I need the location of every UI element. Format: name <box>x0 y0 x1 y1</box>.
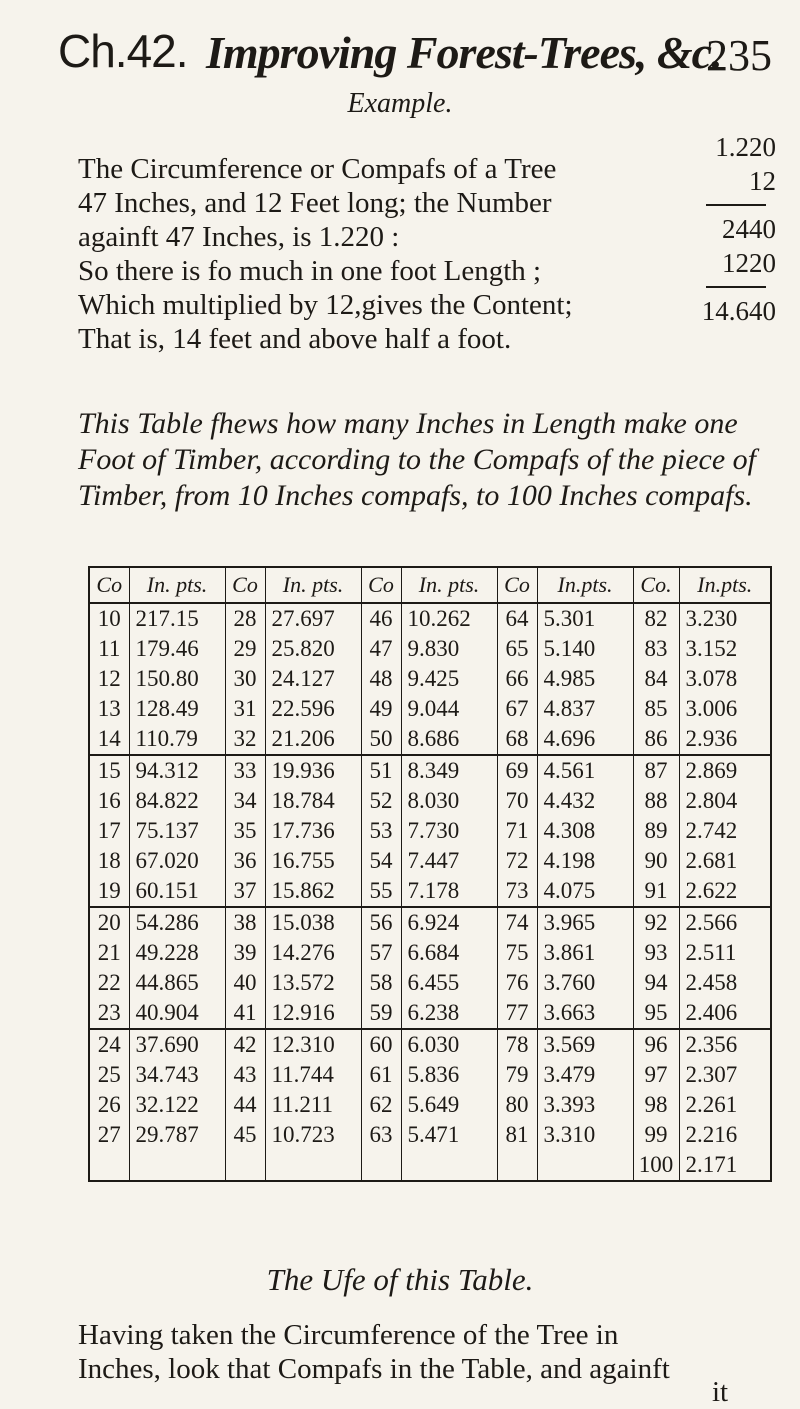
body-text <box>78 1318 778 1386</box>
inches-cell: 22.596 <box>265 694 361 724</box>
inches-cell: 21.206 <box>265 724 361 755</box>
compass-cell: 32 <box>225 724 265 755</box>
inches-cell: 6.455 <box>401 968 497 998</box>
column-header: In. pts. <box>401 567 497 603</box>
inches-cell: 4.432 <box>537 786 633 816</box>
compass-cell: 88 <box>633 786 679 816</box>
inches-cell: 15.862 <box>265 876 361 907</box>
compass-cell: 38 <box>225 907 265 938</box>
table-row <box>89 1150 771 1181</box>
compass-cell: 97 <box>633 1060 679 1090</box>
column-header: In.pts. <box>679 567 771 603</box>
compass-cell: 19 <box>89 876 129 907</box>
compass-cell: 54 <box>361 846 401 876</box>
timber-table-wrap <box>88 566 770 1182</box>
inches-cell: 3.006 <box>679 694 771 724</box>
table-row <box>89 664 771 694</box>
table-header-row <box>89 567 771 603</box>
inches-cell: 3.965 <box>537 907 633 938</box>
compass-cell: 89 <box>633 816 679 846</box>
inches-cell: 37.690 <box>129 1029 225 1060</box>
compass-cell <box>361 1150 401 1181</box>
compass-cell <box>225 1150 265 1181</box>
compass-cell: 44 <box>225 1090 265 1120</box>
compass-cell: 50 <box>361 724 401 755</box>
table-row <box>89 968 771 998</box>
compass-cell: 14 <box>89 724 129 755</box>
compass-cell: 17 <box>89 816 129 846</box>
inches-cell: 179.46 <box>129 634 225 664</box>
compass-cell: 27 <box>89 1120 129 1150</box>
table-row <box>89 1120 771 1150</box>
compass-cell: 16 <box>89 786 129 816</box>
example-text <box>78 152 658 356</box>
compass-cell: 94 <box>633 968 679 998</box>
inches-cell: 2.742 <box>679 816 771 846</box>
inches-cell: 27.697 <box>265 603 361 634</box>
table-row <box>89 694 771 724</box>
example-line: That is, 14 feet and above half a foot. <box>78 323 512 355</box>
inches-cell: 19.936 <box>265 755 361 786</box>
compass-cell: 73 <box>497 876 537 907</box>
table-row <box>89 938 771 968</box>
inches-cell: 2.356 <box>679 1029 771 1060</box>
compass-cell: 36 <box>225 846 265 876</box>
inches-cell: 7.178 <box>401 876 497 907</box>
multiplier: 12 <box>749 166 776 196</box>
compass-cell: 81 <box>497 1120 537 1150</box>
compass-cell: 87 <box>633 755 679 786</box>
compass-cell: 69 <box>497 755 537 786</box>
compass-cell: 52 <box>361 786 401 816</box>
example-line: 47 Inches, and 12 Feet long; the Number <box>78 187 552 219</box>
inches-cell: 5.649 <box>401 1090 497 1120</box>
body-line: Inches, look that Compafs in the Table, and againft <box>78 1353 670 1385</box>
compass-cell: 98 <box>633 1090 679 1120</box>
inches-cell: 3.310 <box>537 1120 633 1150</box>
compass-cell: 82 <box>633 603 679 634</box>
multiplicand: 1.220 <box>715 132 776 162</box>
inches-cell: 8.686 <box>401 724 497 755</box>
compass-cell: 48 <box>361 664 401 694</box>
compass-cell: 34 <box>225 786 265 816</box>
inches-cell: 14.276 <box>265 938 361 968</box>
column-header: Co <box>497 567 537 603</box>
inches-cell: 67.020 <box>129 846 225 876</box>
inches-cell: 9.830 <box>401 634 497 664</box>
compass-cell: 24 <box>89 1029 129 1060</box>
calc-rule <box>706 286 766 288</box>
inches-cell: 3.760 <box>537 968 633 998</box>
compass-cell: 35 <box>225 816 265 846</box>
inches-cell: 2.936 <box>679 724 771 755</box>
compass-cell: 41 <box>225 998 265 1029</box>
compass-cell: 80 <box>497 1090 537 1120</box>
compass-cell: 15 <box>89 755 129 786</box>
inches-cell: 6.924 <box>401 907 497 938</box>
inches-cell: 4.198 <box>537 846 633 876</box>
inches-cell: 4.837 <box>537 694 633 724</box>
compass-cell: 67 <box>497 694 537 724</box>
inches-cell: 44.865 <box>129 968 225 998</box>
inches-cell: 128.49 <box>129 694 225 724</box>
table-row <box>89 998 771 1029</box>
inches-cell: 2.171 <box>679 1150 771 1181</box>
table-row <box>89 755 771 786</box>
compass-cell: 65 <box>497 634 537 664</box>
compass-cell: 64 <box>497 603 537 634</box>
inches-cell: 54.286 <box>129 907 225 938</box>
calc-rule <box>706 204 766 206</box>
inches-cell: 5.471 <box>401 1120 497 1150</box>
compass-cell: 39 <box>225 938 265 968</box>
compass-cell: 77 <box>497 998 537 1029</box>
timber-table <box>88 566 772 1182</box>
compass-cell: 95 <box>633 998 679 1029</box>
table-row <box>89 907 771 938</box>
column-header: Co. <box>633 567 679 603</box>
compass-cell: 93 <box>633 938 679 968</box>
compass-cell <box>497 1150 537 1181</box>
compass-cell: 60 <box>361 1029 401 1060</box>
inches-cell: 110.79 <box>129 724 225 755</box>
inches-cell: 11.744 <box>265 1060 361 1090</box>
inches-cell: 3.861 <box>537 938 633 968</box>
inches-cell: 2.681 <box>679 846 771 876</box>
inches-cell: 4.561 <box>537 755 633 786</box>
catchword: it <box>712 1376 729 1408</box>
chapter-number: Ch.42. <box>58 25 188 77</box>
compass-cell: 85 <box>633 694 679 724</box>
compass-cell <box>89 1150 129 1181</box>
compass-cell: 70 <box>497 786 537 816</box>
compass-cell: 25 <box>89 1060 129 1090</box>
compass-cell: 10 <box>89 603 129 634</box>
table-row <box>89 634 771 664</box>
inches-cell: 75.137 <box>129 816 225 846</box>
inches-cell: 2.869 <box>679 755 771 786</box>
compass-cell: 71 <box>497 816 537 846</box>
inches-cell: 6.684 <box>401 938 497 968</box>
compass-cell: 46 <box>361 603 401 634</box>
compass-cell: 84 <box>633 664 679 694</box>
compass-cell: 23 <box>89 998 129 1029</box>
inches-cell: 12.310 <box>265 1029 361 1060</box>
compass-cell: 86 <box>633 724 679 755</box>
compass-cell: 83 <box>633 634 679 664</box>
inches-cell: 150.80 <box>129 664 225 694</box>
compass-cell: 72 <box>497 846 537 876</box>
inches-cell: 49.228 <box>129 938 225 968</box>
inches-cell: 6.238 <box>401 998 497 1029</box>
compass-cell: 74 <box>497 907 537 938</box>
compass-cell: 58 <box>361 968 401 998</box>
inches-cell: 2.216 <box>679 1120 771 1150</box>
inches-cell: 9.044 <box>401 694 497 724</box>
running-title: Improving Forest-Trees, &c. <box>206 27 722 78</box>
compass-cell: 12 <box>89 664 129 694</box>
inches-cell: 5.836 <box>401 1060 497 1090</box>
compass-cell: 75 <box>497 938 537 968</box>
table-row <box>89 846 771 876</box>
compass-cell: 100 <box>633 1150 679 1181</box>
inches-cell: 60.151 <box>129 876 225 907</box>
compass-cell: 59 <box>361 998 401 1029</box>
compass-cell: 90 <box>633 846 679 876</box>
compass-cell: 92 <box>633 907 679 938</box>
inches-cell <box>537 1150 633 1181</box>
inches-cell <box>129 1150 225 1181</box>
compass-cell: 29 <box>225 634 265 664</box>
compass-cell: 51 <box>361 755 401 786</box>
column-header: Co <box>225 567 265 603</box>
inches-cell: 2.261 <box>679 1090 771 1120</box>
compass-cell: 11 <box>89 634 129 664</box>
calc-result: 14.640 <box>701 296 776 326</box>
inches-cell: 2.804 <box>679 786 771 816</box>
inches-cell: 3.393 <box>537 1090 633 1120</box>
inches-cell: 17.736 <box>265 816 361 846</box>
inches-cell: 4.985 <box>537 664 633 694</box>
inches-cell: 3.569 <box>537 1029 633 1060</box>
inches-cell: 3.663 <box>537 998 633 1029</box>
compass-cell: 76 <box>497 968 537 998</box>
table-row <box>89 876 771 907</box>
inches-cell: 25.820 <box>265 634 361 664</box>
inches-cell: 2.622 <box>679 876 771 907</box>
table-row <box>89 1090 771 1120</box>
table-intro: This Table fhews how many Inches in Length make one Foot of Timber, according to the Compafs of the piece of Timber, from 10 Inches compafs, to 100 Inches compafs. <box>78 407 756 512</box>
example-line: againft 47 Inches, is 1.220 : <box>78 221 400 253</box>
inches-cell: 84.822 <box>129 786 225 816</box>
inches-cell: 40.904 <box>129 998 225 1029</box>
compass-cell: 66 <box>497 664 537 694</box>
example-heading: Example. <box>347 88 453 119</box>
inches-cell: 16.755 <box>265 846 361 876</box>
column-header: In. pts. <box>129 567 225 603</box>
inches-cell: 7.447 <box>401 846 497 876</box>
compass-cell: 62 <box>361 1090 401 1120</box>
inches-cell: 18.784 <box>265 786 361 816</box>
compass-cell: 78 <box>497 1029 537 1060</box>
compass-cell: 91 <box>633 876 679 907</box>
inches-cell: 12.916 <box>265 998 361 1029</box>
inches-cell: 32.122 <box>129 1090 225 1120</box>
example-line: The Circumference or Compafs of a Tree <box>78 153 557 185</box>
body-line: Having taken the Circumference of the Tree in <box>78 1319 619 1351</box>
partial-product: 1220 <box>722 248 776 278</box>
compass-cell: 43 <box>225 1060 265 1090</box>
compass-cell: 37 <box>225 876 265 907</box>
compass-cell: 42 <box>225 1029 265 1060</box>
inches-cell: 3.078 <box>679 664 771 694</box>
inches-cell: 24.127 <box>265 664 361 694</box>
column-header: Co <box>89 567 129 603</box>
table-body <box>89 603 771 1181</box>
inches-cell: 3.152 <box>679 634 771 664</box>
example-line: So there is fo much in one foot Length ; <box>78 255 542 287</box>
inches-cell: 2.458 <box>679 968 771 998</box>
compass-cell: 26 <box>89 1090 129 1120</box>
inches-cell: 13.572 <box>265 968 361 998</box>
inches-cell: 5.140 <box>537 634 633 664</box>
running-head <box>58 18 780 78</box>
compass-cell: 99 <box>633 1120 679 1150</box>
column-header: In.pts. <box>537 567 633 603</box>
inches-cell <box>265 1150 361 1181</box>
compass-cell: 31 <box>225 694 265 724</box>
compass-cell: 21 <box>89 938 129 968</box>
inches-cell: 7.730 <box>401 816 497 846</box>
inches-cell: 29.787 <box>129 1120 225 1150</box>
compass-cell: 45 <box>225 1120 265 1150</box>
compass-cell: 56 <box>361 907 401 938</box>
inches-cell: 4.308 <box>537 816 633 846</box>
use-heading: The Ufe of this Table. <box>266 1262 534 1297</box>
compass-cell: 96 <box>633 1029 679 1060</box>
compass-cell: 49 <box>361 694 401 724</box>
inches-cell: 2.566 <box>679 907 771 938</box>
inches-cell: 3.230 <box>679 603 771 634</box>
column-header: Co <box>361 567 401 603</box>
compass-cell: 63 <box>361 1120 401 1150</box>
compass-cell: 33 <box>225 755 265 786</box>
inches-cell: 8.030 <box>401 786 497 816</box>
inches-cell: 34.743 <box>129 1060 225 1090</box>
partial-product: 2440 <box>722 214 776 244</box>
compass-cell: 20 <box>89 907 129 938</box>
inches-cell: 217.15 <box>129 603 225 634</box>
compass-cell: 57 <box>361 938 401 968</box>
inches-cell: 4.075 <box>537 876 633 907</box>
compass-cell: 30 <box>225 664 265 694</box>
table-row <box>89 724 771 755</box>
inches-cell: 4.696 <box>537 724 633 755</box>
compass-cell: 22 <box>89 968 129 998</box>
table-row <box>89 786 771 816</box>
inches-cell: 15.038 <box>265 907 361 938</box>
inches-cell: 10.723 <box>265 1120 361 1150</box>
compass-cell: 79 <box>497 1060 537 1090</box>
table-row <box>89 816 771 846</box>
inches-cell: 9.425 <box>401 664 497 694</box>
page-number: 235 <box>706 31 772 80</box>
inches-cell: 8.349 <box>401 755 497 786</box>
table-row <box>89 1060 771 1090</box>
inches-cell: 2.511 <box>679 938 771 968</box>
inches-cell: 2.307 <box>679 1060 771 1090</box>
compass-cell: 47 <box>361 634 401 664</box>
inches-cell: 5.301 <box>537 603 633 634</box>
table-row <box>89 1029 771 1060</box>
inches-cell: 6.030 <box>401 1029 497 1060</box>
compass-cell: 40 <box>225 968 265 998</box>
compass-cell: 55 <box>361 876 401 907</box>
table-row <box>89 603 771 634</box>
multiplication-calculation <box>676 130 776 328</box>
compass-cell: 13 <box>89 694 129 724</box>
compass-cell: 28 <box>225 603 265 634</box>
compass-cell: 18 <box>89 846 129 876</box>
inches-cell <box>401 1150 497 1181</box>
example-line: Which multiplied by 12,gives the Content; <box>78 289 573 321</box>
compass-cell: 61 <box>361 1060 401 1090</box>
inches-cell: 94.312 <box>129 755 225 786</box>
compass-cell: 53 <box>361 816 401 846</box>
inches-cell: 3.479 <box>537 1060 633 1090</box>
compass-cell: 68 <box>497 724 537 755</box>
inches-cell: 10.262 <box>401 603 497 634</box>
inches-cell: 2.406 <box>679 998 771 1029</box>
inches-cell: 11.211 <box>265 1090 361 1120</box>
column-header: In. pts. <box>265 567 361 603</box>
